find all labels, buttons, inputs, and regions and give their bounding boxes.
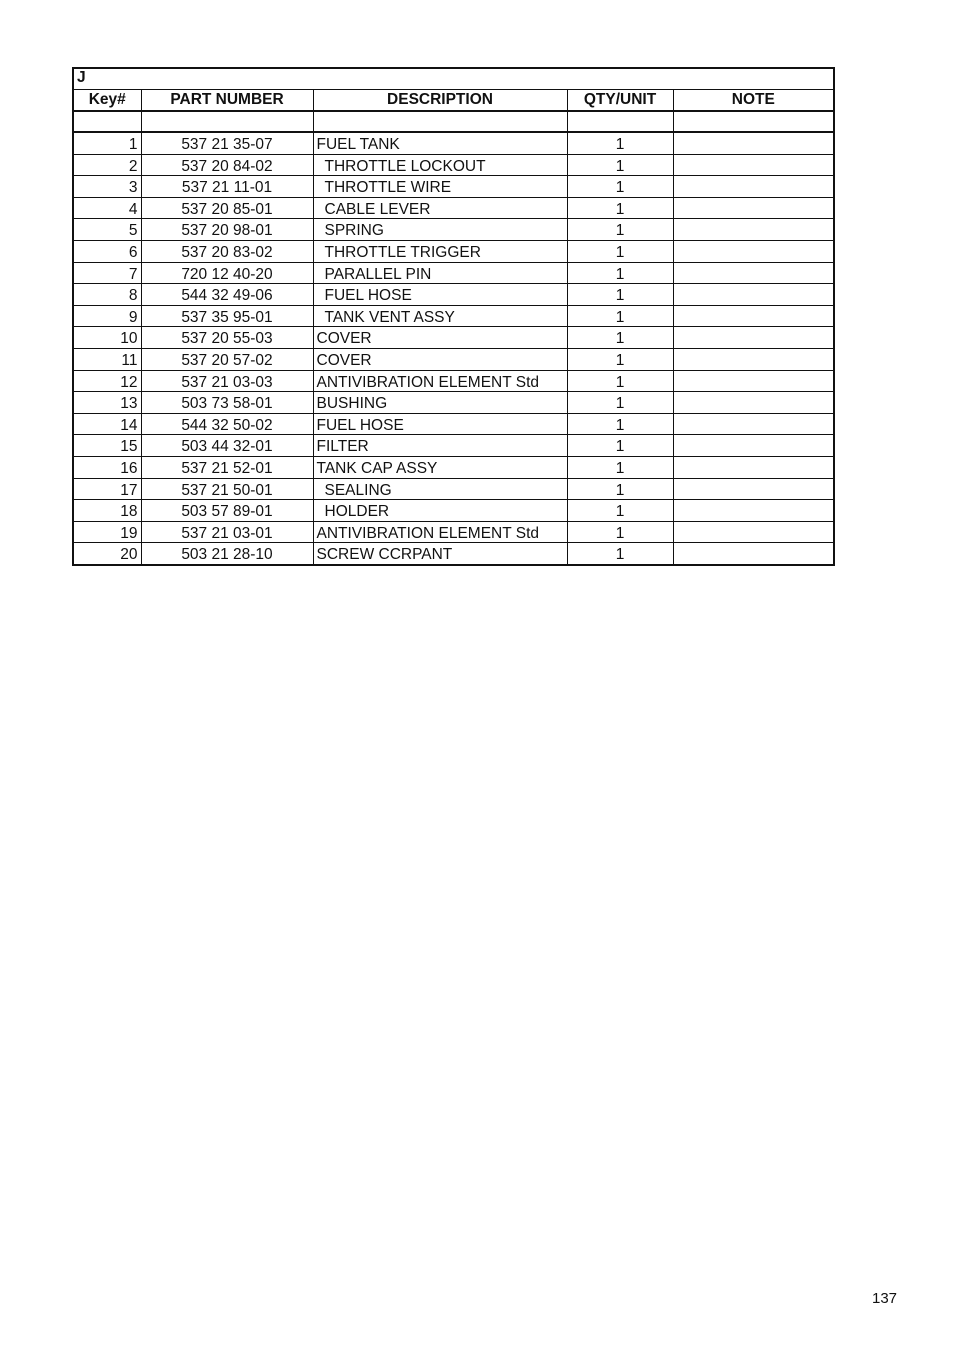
table-row (73, 305, 834, 327)
qty-cell: 1 (567, 284, 673, 306)
part-number-cell: 537 20 55-03 (141, 327, 313, 349)
description-cell: COVER (313, 327, 567, 349)
part-number-cell: 503 44 32-01 (141, 435, 313, 457)
blank-cell (673, 111, 834, 132)
note-cell (673, 197, 834, 219)
key-cell: 19 (73, 521, 141, 543)
part-number-cell: 720 12 40-20 (141, 262, 313, 284)
key-cell: 18 (73, 500, 141, 522)
qty-cell: 1 (567, 240, 673, 262)
description-cell: FUEL HOSE (313, 413, 567, 435)
table-row (73, 478, 834, 500)
table-header (73, 90, 834, 112)
part-number-cell: 503 73 58-01 (141, 392, 313, 414)
key-cell: 10 (73, 327, 141, 349)
description-cell: TANK VENT ASSY (313, 305, 567, 327)
key-cell: 2 (73, 154, 141, 176)
key-cell: 13 (73, 392, 141, 414)
table-row (73, 543, 834, 565)
description-cell: THROTTLE WIRE (313, 176, 567, 198)
key-cell: 15 (73, 435, 141, 457)
key-cell: 12 (73, 370, 141, 392)
part-number-cell: 537 21 35-07 (141, 132, 313, 154)
key-cell: 14 (73, 413, 141, 435)
note-cell (673, 370, 834, 392)
description-cell: FUEL TANK (313, 132, 567, 154)
blank-cell (141, 111, 313, 132)
table-row (73, 262, 834, 284)
part-number-cell: 503 57 89-01 (141, 500, 313, 522)
table-row (73, 370, 834, 392)
part-number-cell: 537 21 11-01 (141, 176, 313, 198)
blank-cell (73, 111, 141, 132)
qty-cell: 1 (567, 176, 673, 198)
key-cell: 20 (73, 543, 141, 565)
qty-cell: 1 (567, 262, 673, 284)
note-cell (673, 543, 834, 565)
part-number-cell: 537 21 03-03 (141, 370, 313, 392)
description-cell: PARALLEL PIN (313, 262, 567, 284)
key-cell: 17 (73, 478, 141, 500)
table-row (73, 327, 834, 349)
qty-cell: 1 (567, 413, 673, 435)
key-cell: 6 (73, 240, 141, 262)
description-cell: FILTER (313, 435, 567, 457)
table-body (73, 111, 834, 565)
part-number-cell: 537 21 50-01 (141, 478, 313, 500)
qty-cell: 1 (567, 456, 673, 478)
note-cell (673, 284, 834, 306)
description-cell: HOLDER (313, 500, 567, 522)
section-row (73, 68, 834, 90)
note-cell (673, 305, 834, 327)
key-cell: 16 (73, 456, 141, 478)
part-number-cell: 544 32 49-06 (141, 284, 313, 306)
qty-cell: 1 (567, 435, 673, 457)
note-cell (673, 262, 834, 284)
key-cell: 3 (73, 176, 141, 198)
note-cell (673, 413, 834, 435)
part-number-cell: 537 35 95-01 (141, 305, 313, 327)
parts-table (72, 67, 835, 566)
blank-row (73, 111, 834, 132)
note-cell (673, 240, 834, 262)
table-row (73, 435, 834, 457)
key-cell: 4 (73, 197, 141, 219)
table-row (73, 348, 834, 370)
qty-cell: 1 (567, 132, 673, 154)
part-number-cell: 537 20 57-02 (141, 348, 313, 370)
qty-cell: 1 (567, 305, 673, 327)
column-header-part-number: PART NUMBER (141, 90, 313, 112)
qty-cell: 1 (567, 348, 673, 370)
column-header-note: NOTE (673, 90, 834, 112)
description-cell: TANK CAP ASSY (313, 456, 567, 478)
qty-cell: 1 (567, 543, 673, 565)
note-cell (673, 154, 834, 176)
blank-cell (313, 111, 567, 132)
part-number-cell: 503 21 28-10 (141, 543, 313, 565)
key-cell: 1 (73, 132, 141, 154)
qty-cell: 1 (567, 154, 673, 176)
column-header-key: Key# (73, 90, 141, 112)
note-cell (673, 521, 834, 543)
note-cell (673, 327, 834, 349)
description-cell: SEALING (313, 478, 567, 500)
note-cell (673, 348, 834, 370)
part-number-cell: 537 20 85-01 (141, 197, 313, 219)
table-row (73, 219, 834, 241)
note-cell (673, 392, 834, 414)
table-row (73, 521, 834, 543)
qty-cell: 1 (567, 392, 673, 414)
table-row (73, 284, 834, 306)
part-number-cell: 537 20 83-02 (141, 240, 313, 262)
note-cell (673, 478, 834, 500)
qty-cell: 1 (567, 197, 673, 219)
description-cell: COVER (313, 348, 567, 370)
qty-cell: 1 (567, 370, 673, 392)
part-number-cell: 537 21 03-01 (141, 521, 313, 543)
description-cell: SCREW CCRPANT (313, 543, 567, 565)
description-cell: FUEL HOSE (313, 284, 567, 306)
description-cell: SPRING (313, 219, 567, 241)
part-number-cell: 544 32 50-02 (141, 413, 313, 435)
description-cell: ANTIVIBRATION ELEMENT Std (313, 521, 567, 543)
table-row (73, 240, 834, 262)
description-cell: BUSHING (313, 392, 567, 414)
qty-cell: 1 (567, 500, 673, 522)
key-cell: 7 (73, 262, 141, 284)
qty-cell: 1 (567, 219, 673, 241)
note-cell (673, 500, 834, 522)
description-cell: THROTTLE LOCKOUT (313, 154, 567, 176)
table-row (73, 456, 834, 478)
page-number: 137 (872, 1290, 898, 1307)
note-cell (673, 219, 834, 241)
qty-cell: 1 (567, 521, 673, 543)
table-row (73, 176, 834, 198)
section-label: J (73, 68, 834, 90)
part-number-cell: 537 20 84-02 (141, 154, 313, 176)
part-number-cell: 537 20 98-01 (141, 219, 313, 241)
column-header-qty: QTY/UNIT (567, 90, 673, 112)
column-header-description: DESCRIPTION (313, 90, 567, 112)
blank-cell (567, 111, 673, 132)
note-cell (673, 456, 834, 478)
table-row (73, 392, 834, 414)
key-cell: 11 (73, 348, 141, 370)
description-cell: CABLE LEVER (313, 197, 567, 219)
table-row (73, 500, 834, 522)
description-cell: THROTTLE TRIGGER (313, 240, 567, 262)
description-cell: ANTIVIBRATION ELEMENT Std (313, 370, 567, 392)
table-row (73, 132, 834, 154)
table-row (73, 413, 834, 435)
key-cell: 9 (73, 305, 141, 327)
note-cell (673, 132, 834, 154)
key-cell: 5 (73, 219, 141, 241)
table-row (73, 197, 834, 219)
table-row (73, 154, 834, 176)
part-number-cell: 537 21 52-01 (141, 456, 313, 478)
note-cell (673, 176, 834, 198)
key-cell: 8 (73, 284, 141, 306)
qty-cell: 1 (567, 478, 673, 500)
note-cell (673, 435, 834, 457)
qty-cell: 1 (567, 327, 673, 349)
